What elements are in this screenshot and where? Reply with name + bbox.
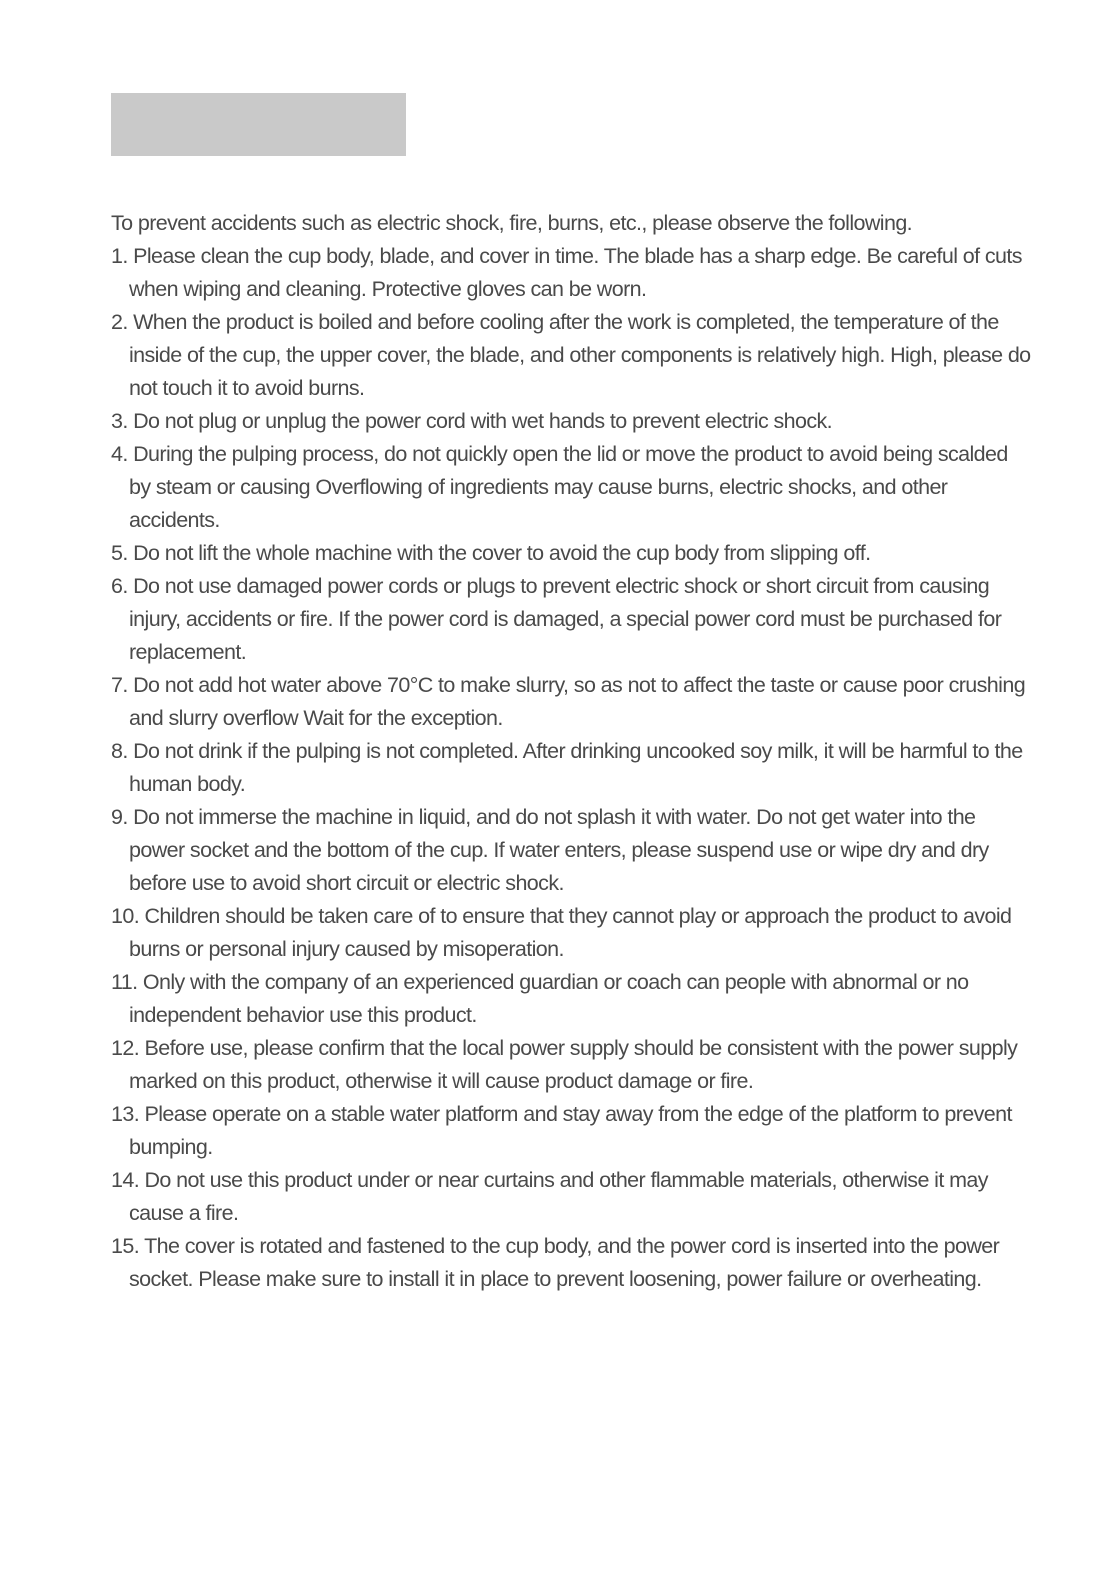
list-item [111,1164,1031,1230]
list-item [111,966,1031,1032]
instruction-list [111,240,1031,1296]
item-number: 14. [111,1168,140,1192]
header-placeholder-box [111,93,406,156]
item-number: 3. [111,409,128,433]
intro-text: To prevent accidents such as electric shock, fire, burns, etc., please observe the following. [111,211,913,235]
list-item [111,801,1031,900]
item-text: Do not plug or unplug the power cord with wet hands to prevent electric shock. [133,409,833,433]
list-item [111,306,1031,405]
item-text: Do not immerse the machine in liquid, and do not splash it with water. Do not get water into the power socket and the bottom of the cup. If water enters, please suspend use or wipe dry and dry before use to avoid short circuit or electric shock. [129,805,989,895]
list-item [111,570,1031,669]
item-text: During the pulping process, do not quickly open the lid or move the product to avoid being scalded by steam or causing Overflowing of ingredients may cause burns, electric shocks, and other accidents. [129,442,1008,532]
item-number: 6. [111,574,128,598]
list-item [111,240,1031,306]
item-number: 8. [111,739,128,763]
list-item [111,438,1031,537]
item-text: Do not use this product under or near curtains and other flammable materials, otherwise it may cause a fire. [129,1168,988,1225]
list-item [111,1230,1031,1296]
item-number: 4. [111,442,128,466]
list-item [111,1098,1031,1164]
item-number: 7. [111,673,128,697]
item-text: Do not use damaged power cords or plugs to prevent electric shock or short circuit from causing injury, accidents or fire. If the power cord is damaged, a special power cord must be purchased for replacement. [129,574,1002,664]
item-text: Only with the company of an experienced guardian or coach can people with abnormal or no independent behavior use this product. [129,970,969,1027]
item-number: 2. [111,310,128,334]
list-item [111,537,1031,570]
item-text: Before use, please confirm that the local power supply should be consistent with the power supply marked on this product, otherwise it will cause product damage or fire. [129,1036,1018,1093]
item-text: Please clean the cup body, blade, and cover in time. The blade has a sharp edge. Be careful of cuts when wiping and cleaning. Protective gloves can be worn. [129,244,1022,301]
item-text: Do not add hot water above 70°C to make slurry, so as not to affect the taste or cause poor crushing and slurry overflow Wait for the exception. [129,673,1026,730]
item-number: 9. [111,805,128,829]
list-item [111,1032,1031,1098]
item-number: 1. [111,244,128,268]
item-number: 15. [111,1234,140,1258]
item-text: Do not drink if the pulping is not completed. After drinking uncooked soy milk, it will be harmful to the human body. [129,739,1023,796]
list-item [111,405,1031,438]
item-text: Children should be taken care of to ensure that they cannot play or approach the product to avoid burns or personal injury caused by misoperation. [129,904,1012,961]
item-text: Please operate on a stable water platform and stay away from the edge of the platform to prevent bumping. [129,1102,1012,1159]
item-text: The cover is rotated and fastened to the cup body, and the power cord is inserted into the power socket. Please make sure to install it in place to prevent loosening, power failure or overheating. [129,1234,1000,1291]
list-item [111,900,1031,966]
item-number: 11. [111,970,138,994]
item-number: 13. [111,1102,140,1126]
list-item [111,669,1031,735]
list-item [111,735,1031,801]
item-text: Do not lift the whole machine with the cover to avoid the cup body from slipping off. [133,541,871,565]
safety-instructions [111,207,1031,1296]
item-text: When the product is boiled and before cooling after the work is completed, the temperature of the inside of the cup, the upper cover, the blade, and other components is relatively high. High, please do not touch it to avoid burns. [129,310,1031,400]
item-number: 10. [111,904,140,928]
item-number: 12. [111,1036,140,1060]
item-number: 5. [111,541,128,565]
